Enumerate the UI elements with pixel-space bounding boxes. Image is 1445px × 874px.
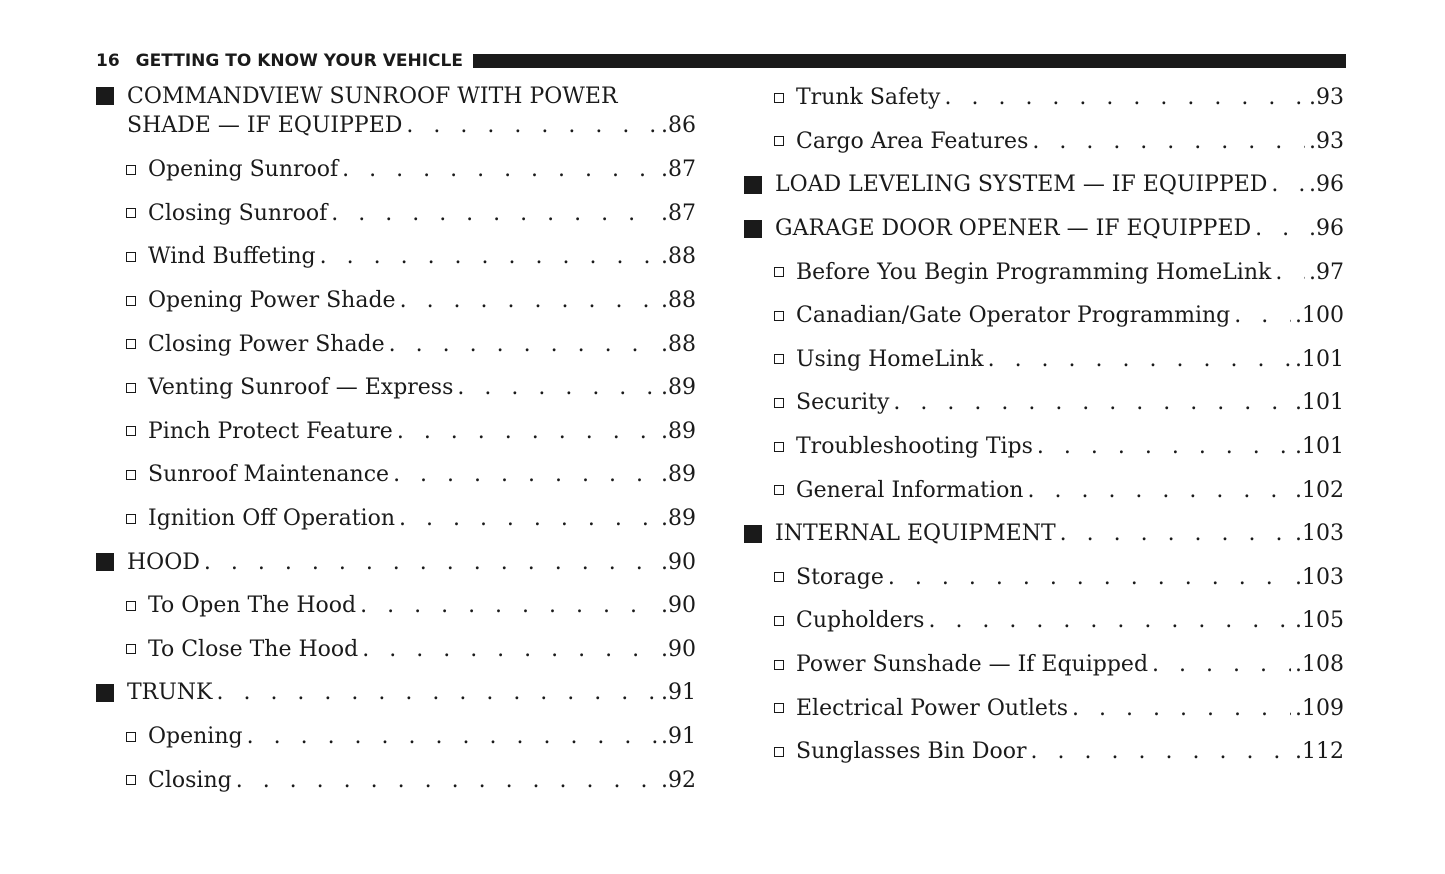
toc-page-number: .92	[661, 767, 696, 793]
hollow-square-bullet-icon	[774, 616, 784, 626]
toc-page-number: .88	[661, 288, 696, 314]
toc-section-entry[interactable]	[744, 163, 1344, 207]
toc-page-number: .91	[661, 680, 696, 706]
hollow-square-bullet-icon	[774, 93, 784, 103]
toc-subsection-entry[interactable]	[96, 584, 696, 628]
toc-subsection-entry[interactable]	[744, 250, 1344, 294]
toc-entry-title: Cargo Area Features	[796, 128, 1029, 154]
toc-section-entry[interactable]	[744, 512, 1344, 556]
hollow-square-bullet-icon	[126, 296, 136, 306]
toc-subsection-entry[interactable]	[744, 556, 1344, 600]
hollow-square-bullet-icon	[126, 165, 136, 175]
dot-leader	[320, 242, 657, 271]
toc-page-number: .89	[661, 462, 696, 488]
dot-leader	[399, 504, 657, 533]
dot-leader	[988, 345, 1291, 374]
toc-entry-title: Closing	[148, 767, 232, 793]
dot-leader	[406, 111, 657, 140]
toc-subsection-entry[interactable]	[96, 148, 696, 192]
toc-subsection-entry[interactable]	[744, 425, 1344, 469]
page-number: 16	[96, 51, 120, 71]
section-title: GETTING TO KNOW YOUR VEHICLE	[135, 51, 463, 71]
toc-subsection-entry[interactable]	[96, 715, 696, 759]
hollow-square-bullet-icon	[126, 339, 136, 349]
filled-square-bullet-icon	[96, 87, 114, 105]
toc-subsection-entry[interactable]	[96, 497, 696, 541]
dot-leader	[1234, 301, 1291, 330]
dot-leader	[1271, 170, 1305, 199]
toc-entry-title: Venting Sunroof — Express	[148, 375, 454, 401]
toc-subsection-entry[interactable]	[744, 381, 1344, 425]
hollow-square-bullet-icon	[774, 485, 784, 495]
toc-entry-title: Power Sunshade — If Equipped	[796, 652, 1149, 678]
toc-page-number: .86	[661, 113, 696, 138]
toc-page-number: .90	[661, 636, 696, 662]
toc-subsection-entry[interactable]	[744, 599, 1344, 643]
header-rule	[473, 54, 1346, 68]
toc-page-number: .87	[661, 157, 696, 183]
hollow-square-bullet-icon	[126, 252, 136, 262]
toc-entry-title: Opening	[148, 724, 243, 750]
dot-leader	[1060, 519, 1291, 548]
toc-entry-title: INTERNAL EQUIPMENT	[775, 521, 1056, 547]
toc-subsection-entry[interactable]	[96, 410, 696, 454]
toc-entry-title: Closing Power Shade	[148, 331, 385, 357]
dot-leader	[1255, 214, 1305, 243]
filled-square-bullet-icon	[96, 553, 114, 571]
toc-entry-title-line1: COMMANDVIEW SUNROOF WITH POWER	[127, 84, 618, 109]
toc-entry-title: Ignition Off Operation	[148, 506, 395, 532]
hollow-square-bullet-icon	[774, 398, 784, 408]
toc-section-entry[interactable]	[96, 540, 696, 584]
page-header	[96, 50, 1346, 72]
toc-page-number: .96	[1309, 216, 1344, 242]
toc-entry-title: Wind Buffeting	[148, 244, 316, 270]
toc-entry-title: Before You Begin Programming HomeLink	[796, 259, 1272, 285]
filled-square-bullet-icon	[96, 684, 114, 702]
toc-subsection-entry[interactable]	[96, 453, 696, 497]
toc-entry-title: Trunk Safety	[796, 85, 941, 111]
filled-square-bullet-icon	[744, 176, 762, 194]
toc-page-number: .89	[661, 375, 696, 401]
toc-subsection-entry[interactable]	[744, 294, 1344, 338]
dot-leader	[342, 155, 657, 184]
dot-leader	[1152, 650, 1291, 679]
hollow-square-bullet-icon	[126, 426, 136, 436]
toc-page-number: .103	[1295, 564, 1344, 590]
toc-entry-title: Opening Sunroof	[148, 157, 339, 183]
toc-section-entry[interactable]	[96, 671, 696, 715]
dot-leader	[944, 83, 1305, 112]
hollow-square-bullet-icon	[126, 775, 136, 785]
toc-page-number: .112	[1295, 739, 1344, 765]
filled-square-bullet-icon	[744, 525, 762, 543]
toc-entry-title: To Close The Hood	[148, 636, 359, 662]
toc-entry-title: General Information	[796, 477, 1024, 503]
toc-subsection-entry[interactable]	[744, 643, 1344, 687]
dot-leader	[1031, 737, 1291, 766]
toc-page-number: .97	[1309, 259, 1344, 285]
toc-entry-title: Sunglasses Bin Door	[796, 739, 1027, 765]
dot-leader	[1275, 258, 1305, 287]
dot-leader	[360, 591, 657, 620]
hollow-square-bullet-icon	[774, 354, 784, 364]
hollow-square-bullet-icon	[126, 470, 136, 480]
toc-page-number: .90	[661, 593, 696, 619]
toc-entry-title: SHADE — IF EQUIPPED	[127, 113, 403, 138]
toc-entry-title: Canadian/Gate Operator Programming	[796, 303, 1231, 329]
dot-leader	[331, 199, 657, 228]
filled-square-bullet-icon	[744, 220, 762, 238]
hollow-square-bullet-icon	[126, 644, 136, 654]
toc-page-number: .89	[661, 418, 696, 444]
hollow-square-bullet-icon	[126, 601, 136, 611]
hollow-square-bullet-icon	[774, 660, 784, 670]
toc-page-number: .101	[1295, 390, 1344, 416]
hollow-square-bullet-icon	[774, 267, 784, 277]
toc-entry-title: LOAD LEVELING SYSTEM — IF EQUIPPED	[775, 172, 1268, 198]
toc-page-number: .93	[1309, 85, 1344, 111]
toc-page-number: .96	[1309, 172, 1344, 198]
toc-entry-title: Troubleshooting Tips	[796, 434, 1033, 460]
dot-leader	[928, 606, 1291, 635]
toc-subsection-entry[interactable]	[96, 192, 696, 236]
toc-entry-title: Cupholders	[796, 608, 925, 634]
toc-page-number: .100	[1295, 303, 1344, 329]
dot-leader	[204, 548, 657, 577]
toc-subsection-entry[interactable]	[744, 730, 1344, 774]
toc-subsection-entry[interactable]	[96, 322, 696, 366]
dot-leader	[400, 286, 657, 315]
toc-subsection-entry[interactable]	[96, 366, 696, 410]
toc-subsection-entry[interactable]	[96, 628, 696, 672]
toc-entry-title: Closing Sunroof	[148, 200, 328, 226]
dot-leader	[362, 635, 657, 664]
dot-leader	[393, 460, 657, 489]
dot-leader	[893, 388, 1291, 417]
toc-subsection-entry[interactable]	[744, 338, 1344, 382]
dot-leader	[1072, 694, 1291, 723]
hollow-square-bullet-icon	[774, 442, 784, 452]
hollow-square-bullet-icon	[126, 383, 136, 393]
hollow-square-bullet-icon	[774, 136, 784, 146]
toc-page-number: .90	[661, 549, 696, 575]
toc-page-number: .108	[1295, 652, 1344, 678]
toc-page-number: .93	[1309, 128, 1344, 154]
toc-subsection-entry[interactable]	[96, 279, 696, 323]
dot-leader	[1037, 432, 1291, 461]
toc-entry-title: GARAGE DOOR OPENER — IF EQUIPPED	[775, 216, 1252, 242]
dot-leader	[1032, 127, 1305, 156]
dot-leader	[397, 417, 657, 446]
toc-subsection-entry[interactable]	[96, 235, 696, 279]
toc-subsection-entry[interactable]	[744, 468, 1344, 512]
dot-leader	[1027, 476, 1291, 505]
toc-entry-title: HOOD	[127, 549, 200, 575]
toc-page-number: .101	[1295, 346, 1344, 372]
dot-leader	[888, 563, 1291, 592]
toc-page-number: .103	[1295, 521, 1344, 547]
dot-leader	[457, 373, 657, 402]
toc-page-number: .109	[1295, 695, 1344, 721]
toc-page-number: .101	[1295, 434, 1344, 460]
toc-page-number: .105	[1295, 608, 1344, 634]
toc-entry-title: Opening Power Shade	[148, 288, 396, 314]
dot-leader	[247, 722, 657, 751]
toc-entry-title: Sunroof Maintenance	[148, 462, 390, 488]
toc-section-entry[interactable]	[96, 76, 696, 148]
toc-entry-title: To Open The Hood	[148, 593, 357, 619]
toc-entry-title: Electrical Power Outlets	[796, 695, 1069, 721]
toc-page-number: .88	[661, 244, 696, 270]
toc-page-number: .87	[661, 200, 696, 226]
toc-left-column	[96, 76, 696, 802]
toc-page-number: .91	[661, 724, 696, 750]
toc-right-column	[744, 76, 1344, 774]
hollow-square-bullet-icon	[774, 572, 784, 582]
toc-page-number: .88	[661, 331, 696, 357]
hollow-square-bullet-icon	[126, 208, 136, 218]
hollow-square-bullet-icon	[774, 747, 784, 757]
hollow-square-bullet-icon	[126, 514, 136, 524]
toc-entry-title: Pinch Protect Feature	[148, 418, 393, 444]
toc-subsection-entry[interactable]	[744, 76, 1344, 120]
toc-page-number: .89	[661, 506, 696, 532]
toc-subsection-entry[interactable]	[744, 686, 1344, 730]
dot-leader	[389, 330, 657, 359]
toc-entry-title: Security	[796, 390, 890, 416]
hollow-square-bullet-icon	[774, 703, 784, 713]
toc-section-entry[interactable]	[744, 207, 1344, 251]
dot-leader	[216, 678, 657, 707]
toc-entry-title: TRUNK	[127, 680, 213, 706]
toc-subsection-entry[interactable]	[744, 120, 1344, 164]
toc-entry-title: Using HomeLink	[796, 346, 984, 372]
dot-leader	[236, 766, 657, 795]
hollow-square-bullet-icon	[774, 311, 784, 321]
toc-entry-title: Storage	[796, 564, 884, 590]
hollow-square-bullet-icon	[126, 732, 136, 742]
toc-page-number: .102	[1295, 477, 1344, 503]
toc-subsection-entry[interactable]	[96, 758, 696, 802]
